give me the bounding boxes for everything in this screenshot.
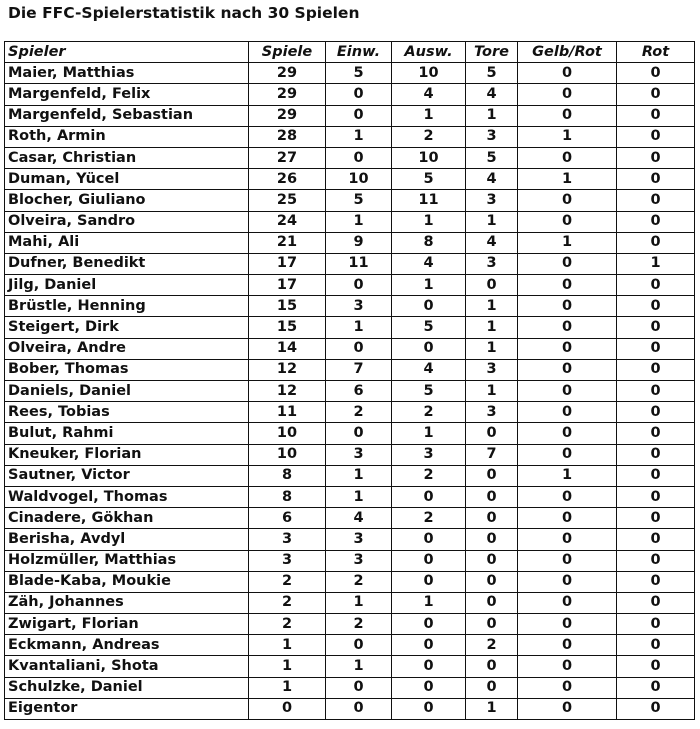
goals-cell: 1 — [466, 211, 518, 232]
substituted-in-cell: 2 — [326, 614, 392, 635]
substituted-in-cell: 2 — [326, 571, 392, 592]
goals-cell: 4 — [466, 232, 518, 253]
goals-cell: 3 — [466, 190, 518, 211]
player-name-cell: Steigert, Dirk — [5, 317, 249, 338]
substituted-out-cell: 2 — [392, 402, 466, 423]
red-card-cell: 0 — [617, 359, 695, 380]
player-name-cell: Brüstle, Henning — [5, 296, 249, 317]
yellow-red-cell: 1 — [518, 169, 617, 190]
games-cell: 1 — [249, 656, 326, 677]
substituted-out-cell: 0 — [392, 635, 466, 656]
goals-cell: 0 — [466, 592, 518, 613]
column-header-einw: Einw. — [326, 42, 392, 63]
table-row — [5, 571, 695, 592]
yellow-red-cell: 0 — [518, 211, 617, 232]
substituted-in-cell: 10 — [326, 169, 392, 190]
column-header-tore: Tore — [466, 42, 518, 63]
table-row — [5, 232, 695, 253]
goals-cell: 0 — [466, 486, 518, 507]
yellow-red-cell: 0 — [518, 614, 617, 635]
substituted-in-cell: 0 — [326, 105, 392, 126]
games-cell: 15 — [249, 296, 326, 317]
goals-cell: 0 — [466, 275, 518, 296]
column-header-spieler: Spieler — [5, 42, 249, 63]
table-row — [5, 84, 695, 105]
player-name-cell: Rees, Tobias — [5, 402, 249, 423]
player-name-cell: Eigentor — [5, 698, 249, 719]
games-cell: 8 — [249, 486, 326, 507]
substituted-out-cell: 0 — [392, 486, 466, 507]
substituted-out-cell: 0 — [392, 677, 466, 698]
red-card-cell: 0 — [617, 508, 695, 529]
table-row — [5, 550, 695, 571]
goals-cell: 0 — [466, 656, 518, 677]
yellow-red-cell: 0 — [518, 296, 617, 317]
substituted-out-cell: 4 — [392, 84, 466, 105]
substituted-out-cell: 0 — [392, 571, 466, 592]
substituted-out-cell: 0 — [392, 550, 466, 571]
player-name-cell: Roth, Armin — [5, 126, 249, 147]
red-card-cell: 0 — [617, 317, 695, 338]
goals-cell: 0 — [466, 508, 518, 529]
player-name-cell: Daniels, Daniel — [5, 381, 249, 402]
substituted-in-cell: 2 — [326, 402, 392, 423]
red-card-cell: 0 — [617, 402, 695, 423]
goals-cell: 3 — [466, 126, 518, 147]
substituted-out-cell: 1 — [392, 275, 466, 296]
table-row — [5, 402, 695, 423]
table-row — [5, 465, 695, 486]
substituted-out-cell: 4 — [392, 253, 466, 274]
player-name-cell: Blocher, Giuliano — [5, 190, 249, 211]
games-cell: 17 — [249, 275, 326, 296]
red-card-cell: 0 — [617, 550, 695, 571]
games-cell: 3 — [249, 550, 326, 571]
games-cell: 17 — [249, 253, 326, 274]
yellow-red-cell: 0 — [518, 698, 617, 719]
player-name-cell: Berisha, Avdyl — [5, 529, 249, 550]
goals-cell: 5 — [466, 147, 518, 168]
games-cell: 28 — [249, 126, 326, 147]
player-name-cell: Waldvogel, Thomas — [5, 486, 249, 507]
table-row — [5, 486, 695, 507]
table-row — [5, 614, 695, 635]
goals-cell: 0 — [466, 550, 518, 571]
red-card-cell: 0 — [617, 211, 695, 232]
red-card-cell: 0 — [617, 656, 695, 677]
red-card-cell: 0 — [617, 147, 695, 168]
table-row — [5, 635, 695, 656]
table-row — [5, 169, 695, 190]
games-cell: 2 — [249, 592, 326, 613]
games-cell: 29 — [249, 105, 326, 126]
player-name-cell: Duman, Yücel — [5, 169, 249, 190]
table-row — [5, 656, 695, 677]
goals-cell: 5 — [466, 63, 518, 84]
substituted-in-cell: 9 — [326, 232, 392, 253]
player-name-cell: Bober, Thomas — [5, 359, 249, 380]
goals-cell: 3 — [466, 253, 518, 274]
red-card-cell: 0 — [617, 275, 695, 296]
games-cell: 2 — [249, 614, 326, 635]
player-name-cell: Olveira, Sandro — [5, 211, 249, 232]
player-name-cell: Cinadere, Gökhan — [5, 508, 249, 529]
table-row — [5, 698, 695, 719]
red-card-cell: 0 — [617, 635, 695, 656]
yellow-red-cell: 1 — [518, 126, 617, 147]
red-card-cell: 0 — [617, 232, 695, 253]
goals-cell: 0 — [466, 571, 518, 592]
games-cell: 15 — [249, 317, 326, 338]
table-row — [5, 444, 695, 465]
player-name-cell: Zwigart, Florian — [5, 614, 249, 635]
games-cell: 2 — [249, 571, 326, 592]
red-card-cell: 0 — [617, 63, 695, 84]
player-name-cell: Jilg, Daniel — [5, 275, 249, 296]
games-cell: 29 — [249, 63, 326, 84]
substituted-in-cell: 11 — [326, 253, 392, 274]
goals-cell: 0 — [466, 677, 518, 698]
page-title: Die FFC-Spielerstatistik nach 30 Spielen — [8, 4, 360, 22]
substituted-out-cell: 0 — [392, 614, 466, 635]
player-name-cell: Holzmüller, Matthias — [5, 550, 249, 571]
substituted-in-cell: 3 — [326, 296, 392, 317]
red-card-cell: 0 — [617, 84, 695, 105]
games-cell: 26 — [249, 169, 326, 190]
yellow-red-cell: 0 — [518, 338, 617, 359]
substituted-in-cell: 1 — [326, 592, 392, 613]
table-row — [5, 338, 695, 359]
column-header-ausw: Ausw. — [392, 42, 466, 63]
substituted-in-cell: 7 — [326, 359, 392, 380]
table-row — [5, 677, 695, 698]
substituted-in-cell: 1 — [326, 465, 392, 486]
goals-cell: 1 — [466, 338, 518, 359]
substituted-out-cell: 0 — [392, 338, 466, 359]
table-row — [5, 359, 695, 380]
player-name-cell: Dufner, Benedikt — [5, 253, 249, 274]
red-card-cell: 0 — [617, 592, 695, 613]
yellow-red-cell: 0 — [518, 147, 617, 168]
substituted-in-cell: 0 — [326, 147, 392, 168]
player-name-cell: Bulut, Rahmi — [5, 423, 249, 444]
games-cell: 10 — [249, 444, 326, 465]
red-card-cell: 0 — [617, 465, 695, 486]
games-cell: 6 — [249, 508, 326, 529]
yellow-red-cell: 1 — [518, 465, 617, 486]
substituted-in-cell: 6 — [326, 381, 392, 402]
substituted-out-cell: 5 — [392, 317, 466, 338]
substituted-out-cell: 2 — [392, 126, 466, 147]
player-name-cell: Kvantaliani, Shota — [5, 656, 249, 677]
goals-cell: 3 — [466, 402, 518, 423]
substituted-in-cell: 1 — [326, 317, 392, 338]
games-cell: 0 — [249, 698, 326, 719]
table-row — [5, 211, 695, 232]
table-row — [5, 381, 695, 402]
goals-cell: 1 — [466, 105, 518, 126]
red-card-cell: 0 — [617, 169, 695, 190]
substituted-in-cell: 1 — [326, 211, 392, 232]
column-header-spiele: Spiele — [249, 42, 326, 63]
substituted-in-cell: 1 — [326, 126, 392, 147]
games-cell: 14 — [249, 338, 326, 359]
player-name-cell: Schulzke, Daniel — [5, 677, 249, 698]
substituted-in-cell: 0 — [326, 677, 392, 698]
goals-cell: 4 — [466, 169, 518, 190]
substituted-in-cell: 5 — [326, 190, 392, 211]
games-cell: 10 — [249, 423, 326, 444]
table-row — [5, 508, 695, 529]
games-cell: 12 — [249, 359, 326, 380]
substituted-in-cell: 0 — [326, 338, 392, 359]
column-header-rot: Rot — [617, 42, 695, 63]
table-row — [5, 147, 695, 168]
player-name-cell: Casar, Christian — [5, 147, 249, 168]
substituted-out-cell: 2 — [392, 508, 466, 529]
games-cell: 1 — [249, 635, 326, 656]
goals-cell: 7 — [466, 444, 518, 465]
substituted-out-cell: 10 — [392, 147, 466, 168]
goals-cell: 0 — [466, 423, 518, 444]
yellow-red-cell: 0 — [518, 105, 617, 126]
red-card-cell: 0 — [617, 529, 695, 550]
substituted-out-cell: 11 — [392, 190, 466, 211]
table-row — [5, 105, 695, 126]
yellow-red-cell: 0 — [518, 677, 617, 698]
yellow-red-cell: 0 — [518, 402, 617, 423]
substituted-out-cell: 3 — [392, 444, 466, 465]
yellow-red-cell: 0 — [518, 359, 617, 380]
yellow-red-cell: 0 — [518, 635, 617, 656]
substituted-out-cell: 1 — [392, 423, 466, 444]
player-name-cell: Kneuker, Florian — [5, 444, 249, 465]
goals-cell: 1 — [466, 296, 518, 317]
player-name-cell: Eckmann, Andreas — [5, 635, 249, 656]
substituted-in-cell: 4 — [326, 508, 392, 529]
red-card-cell: 0 — [617, 571, 695, 592]
substituted-out-cell: 4 — [392, 359, 466, 380]
games-cell: 1 — [249, 677, 326, 698]
substituted-out-cell: 0 — [392, 529, 466, 550]
substituted-in-cell: 0 — [326, 423, 392, 444]
yellow-red-cell: 1 — [518, 232, 617, 253]
player-statistics-table — [4, 41, 695, 720]
substituted-out-cell: 0 — [392, 698, 466, 719]
table-body — [5, 63, 695, 720]
red-card-cell: 0 — [617, 296, 695, 317]
yellow-red-cell: 0 — [518, 381, 617, 402]
player-name-cell: Olveira, Andre — [5, 338, 249, 359]
games-cell: 21 — [249, 232, 326, 253]
games-cell: 8 — [249, 465, 326, 486]
substituted-in-cell: 0 — [326, 275, 392, 296]
red-card-cell: 0 — [617, 444, 695, 465]
table-row — [5, 529, 695, 550]
red-card-cell: 0 — [617, 423, 695, 444]
red-card-cell: 0 — [617, 190, 695, 211]
yellow-red-cell: 0 — [518, 63, 617, 84]
substituted-out-cell: 10 — [392, 63, 466, 84]
red-card-cell: 0 — [617, 126, 695, 147]
yellow-red-cell: 0 — [518, 529, 617, 550]
goals-cell: 0 — [466, 529, 518, 550]
substituted-in-cell: 0 — [326, 698, 392, 719]
table-row — [5, 190, 695, 211]
red-card-cell: 0 — [617, 486, 695, 507]
substituted-in-cell: 3 — [326, 444, 392, 465]
table-row — [5, 592, 695, 613]
red-card-cell: 0 — [617, 338, 695, 359]
substituted-out-cell: 8 — [392, 232, 466, 253]
substituted-out-cell: 0 — [392, 296, 466, 317]
games-cell: 11 — [249, 402, 326, 423]
substituted-in-cell: 5 — [326, 63, 392, 84]
games-cell: 29 — [249, 84, 326, 105]
games-cell: 12 — [249, 381, 326, 402]
yellow-red-cell: 0 — [518, 423, 617, 444]
substituted-in-cell: 1 — [326, 486, 392, 507]
substituted-in-cell: 0 — [326, 84, 392, 105]
yellow-red-cell: 0 — [518, 275, 617, 296]
column-header-gelb-rot: Gelb/Rot — [518, 42, 617, 63]
substituted-in-cell: 3 — [326, 529, 392, 550]
red-card-cell: 0 — [617, 105, 695, 126]
games-cell: 25 — [249, 190, 326, 211]
red-card-cell: 1 — [617, 253, 695, 274]
substituted-out-cell: 1 — [392, 211, 466, 232]
player-name-cell: Mahi, Ali — [5, 232, 249, 253]
table-row — [5, 275, 695, 296]
yellow-red-cell: 0 — [518, 571, 617, 592]
games-cell: 3 — [249, 529, 326, 550]
yellow-red-cell: 0 — [518, 317, 617, 338]
goals-cell: 1 — [466, 698, 518, 719]
yellow-red-cell: 0 — [518, 592, 617, 613]
substituted-in-cell: 3 — [326, 550, 392, 571]
yellow-red-cell: 0 — [518, 253, 617, 274]
substituted-in-cell: 1 — [326, 656, 392, 677]
table-row — [5, 296, 695, 317]
red-card-cell: 0 — [617, 614, 695, 635]
yellow-red-cell: 0 — [518, 656, 617, 677]
table-row — [5, 63, 695, 84]
yellow-red-cell: 0 — [518, 190, 617, 211]
player-name-cell: Blade-Kaba, Moukie — [5, 571, 249, 592]
goals-cell: 1 — [466, 381, 518, 402]
games-cell: 27 — [249, 147, 326, 168]
goals-cell: 4 — [466, 84, 518, 105]
player-name-cell: Margenfeld, Felix — [5, 84, 249, 105]
table-row — [5, 317, 695, 338]
red-card-cell: 0 — [617, 381, 695, 402]
yellow-red-cell: 0 — [518, 444, 617, 465]
substituted-in-cell: 0 — [326, 635, 392, 656]
table-row — [5, 253, 695, 274]
table-row — [5, 126, 695, 147]
yellow-red-cell: 0 — [518, 550, 617, 571]
goals-cell: 0 — [466, 465, 518, 486]
substituted-out-cell: 5 — [392, 381, 466, 402]
substituted-out-cell: 5 — [392, 169, 466, 190]
goals-cell: 1 — [466, 317, 518, 338]
goals-cell: 2 — [466, 635, 518, 656]
goals-cell: 3 — [466, 359, 518, 380]
substituted-out-cell: 0 — [392, 656, 466, 677]
yellow-red-cell: 0 — [518, 508, 617, 529]
player-name-cell: Maier, Matthias — [5, 63, 249, 84]
player-name-cell: Sautner, Victor — [5, 465, 249, 486]
yellow-red-cell: 0 — [518, 84, 617, 105]
player-name-cell: Margenfeld, Sebastian — [5, 105, 249, 126]
substituted-out-cell: 1 — [392, 592, 466, 613]
red-card-cell: 0 — [617, 698, 695, 719]
yellow-red-cell: 0 — [518, 486, 617, 507]
table-header-row — [5, 42, 695, 63]
table-row — [5, 423, 695, 444]
substituted-out-cell: 1 — [392, 105, 466, 126]
red-card-cell: 0 — [617, 677, 695, 698]
substituted-out-cell: 2 — [392, 465, 466, 486]
goals-cell: 0 — [466, 614, 518, 635]
games-cell: 24 — [249, 211, 326, 232]
player-name-cell: Zäh, Johannes — [5, 592, 249, 613]
